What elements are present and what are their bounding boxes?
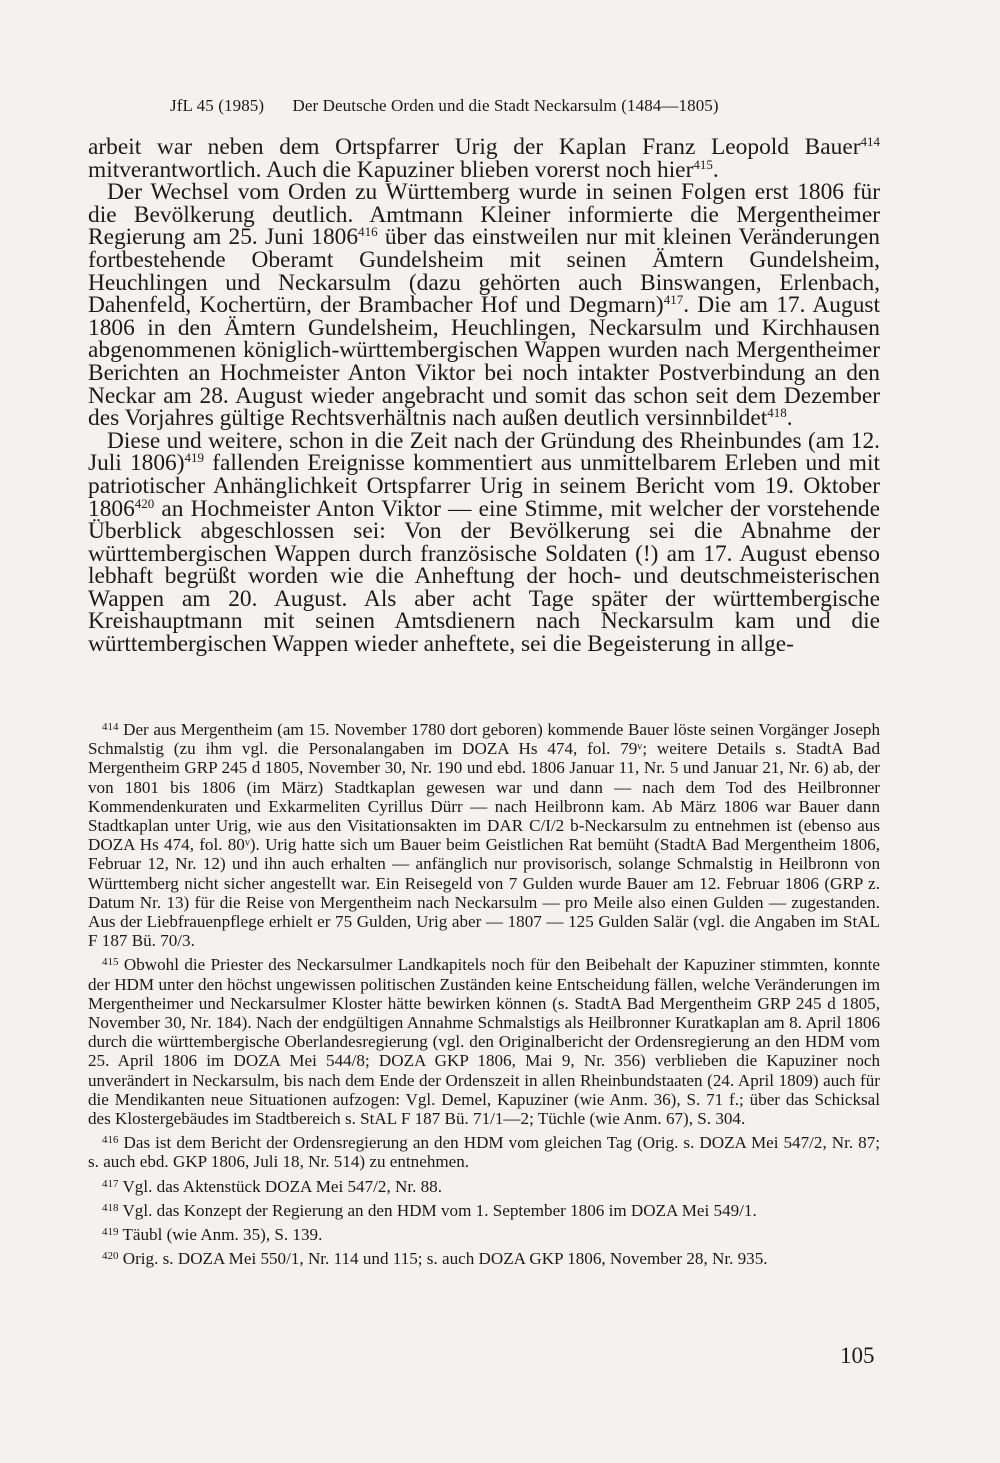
footnote <box>88 955 880 1128</box>
footnote-number: 414 <box>102 721 119 733</box>
text-run: . Die am 17. August 1806 in den Ämtern Gundelsheim, Heuchlingen, Neckarsulm und Kirchhausen abgenommenen königlich-württembergischen Wappen wurden nach Mergentheimer Berichten an Hochmeister Anton Viktor bei noch intakter Postverbindung an den Neckar am 28. August wieder angebracht und somit das schon seit dem Dezember des Vorjahres gültige Rechtsverhältnis nach außen deutlich versinnbildet <box>88 292 880 432</box>
text-run: über das einstweilen nur mit kleinen Veränderungen fortbestehende Oberamt Gundelsheim mit seinen Ämtern Gundelsheim, Heuchlingen und Neckarsulm (dazu gehörten auch Binswangen, Erlenbach, Dahenfeld, Kochertürn, der Brambacher Hof und Degmarn) <box>88 224 880 319</box>
body-paragraph <box>88 427 880 658</box>
footnote <box>88 1177 880 1196</box>
text-run: mitverantwortlich. Auch die Kapuziner blieben vorerst noch hier <box>88 156 694 183</box>
article-title: Der Deutsche Orden und die Stadt Neckarsulm (1484—1805) <box>292 96 719 115</box>
footnote-ref: 415 <box>693 156 713 172</box>
footnote-text: Vgl. das Aktenstück DOZA Mei 547/2, Nr. 88. <box>118 1176 443 1196</box>
text-run: Der Wechsel vom Orden zu Württemberg wurde in seinen Folgen erst 1806 für die Bevölkerung deutlich. Amtmann Kleiner informierte die Mergentheimer Regierung am 25. Juni 1806 <box>88 179 880 251</box>
text-run: . <box>712 156 719 183</box>
footnote-number: 420 <box>102 1250 119 1263</box>
journal-reference: JfL 45 (1985) <box>170 96 265 115</box>
footnote-ref: 416 <box>358 224 378 240</box>
body-text <box>88 136 880 656</box>
text-run: an Hochmeister Anton Viktor — eine Stimme, mit welcher der vorstehende Überblick abgeschlossen sei: Von der Bevölkerung sei die Abnahme der württembergischen Wappen durch französische Soldaten (!) am 17. August ebenso lebhaft begrüßt worden wie die Anheftung der hoch- und deutschmeisterischen Wappen am 20. August. Als aber acht Tage später der württembergische Kreishauptmann mit seinen Amtsdienern nach Neckarsulm kam und die württembergischen Wappen wieder anheftete, sei die Begeisterung in allge- <box>88 495 880 658</box>
footnote-number: 416 <box>102 1134 119 1147</box>
text-run: Diese und weitere, schon in die Zeit nach der Gründung des Rheinbundes (am 12. Juli 1806) <box>88 427 880 477</box>
footnote-ref: 418 <box>767 405 787 421</box>
footnote <box>88 1249 880 1268</box>
footnote-number: 419 <box>102 1226 119 1239</box>
footnote-ref: 417 <box>663 292 684 308</box>
footnote-text: Täubl (wie Anm. 35), S. 139. <box>118 1225 323 1245</box>
footnote-number: 417 <box>102 1177 119 1190</box>
footnote-text: Der aus Mergentheim (am 15. November 1780 dort geboren) kommende Bauer löste seinen Vorgänger Joseph Schmalstig (zu ihm vgl. die Personalangaben im DOZA Hs 474, fol. 79ᵛ; weitere Details s. StadtA Bad Mergentheim GRP 245 d 1805, November 30, Nr. 190 und ebd. 1806 Januar 11, Nr. 5 und Januar 21, Nr. 6) ab, der von 1801 bis 1806 (im März) Stadtkaplan gewesen war und dann — nach dem Tod des Heilbronner Kommendenkuraten und Exkarmeliten Cyrillus Dürr — nach Heilbronn kam. Ab März 1806 war Bauer dann Stadtkaplan unter Urig, wie aus den Visitationsakten im DAR C/I/2 b-Neckarsulm zu entnehmen ist (ebenso aus DOZA Hs 474, fol. 80ᵛ). Urig hatte sich um Bauer beim Geistlichen Rat bemüht (StadtA Bad Mergentheim 1806, Februar 12, Nr. 12) und ihn auch erhalten — anfänglich nur provisorisch, solange Schmalstig in Heilbronn von Württemberg nicht sicher angestellt war. Ein Reisegeld von 7 Gulden wurde Bauer am 12. Februar 1806 (GRP z. Datum Nr. 13) für die Reise von Mergentheim nach Neckarsulm — pro Meile also einen Gulden — zugestanden. Aus der Liebfrauenpflege erhielt er 75 Gulden, Urig aber — 1807 — 125 Gulden Salär (vgl. die Angaben im StAL F 187 Bü. 70/3. <box>88 720 880 951</box>
footnote-ref: 420 <box>134 495 155 511</box>
footnote-text: Obwohl die Priester des Neckarsulmer Landkapitels noch für den Beibehalt der Kapuziner stimmten, konnte der HDM unter den höchst ungewissen politischen Zuständen keine Entscheidung fällen, welche Veränderungen im Mergentheimer und Neckarsulmer Kloster hätte bewirken können (s. StadtA Bad Mergentheim GRP 245 d 1805, November 30, Nr. 184). Nach der endgültigen Annahme Schmalstigs als Heilbronner Kuratkaplan am 8. April 1806 durch die württembergische Oberlandesregierung (vgl. den Originalbericht der Ordensregierung an den HDM vom 25. April 1806 im DOZA Mei 544/8; DOZA GKP 1806, Mai 9, Nr. 356) verblieben die Kapuziner noch unverändert in Neckarsulm, bis nach dem Ende der Ordenszeit in allen Rheinbundstaaten (24. April 1809) auch für die Mendikanten neue Situationen aufzogen: Vgl. Demel, Kapuziner (wie Anm. 36), S. 71 f.; über das Schicksal des Klostergebäudes im Stadtbereich s. StAL F 187 Bü. 71/1—2; Tüchle (wie Anm. 67), S. 304. <box>88 955 880 1129</box>
text-run: . <box>786 405 793 432</box>
text-run: arbeit war neben dem Ortspfarrer Urig der Kaplan Franz Leopold Bauer <box>88 134 861 160</box>
footnote-ref: 419 <box>184 450 205 466</box>
footnote-text: Orig. s. DOZA Mei 550/1, Nr. 114 und 115; s. auch DOZA GKP 1806, November 28, Nr. 935. <box>118 1249 768 1269</box>
page-number: 105 <box>840 1343 875 1368</box>
footnote-text: Das ist dem Bericht der Ordensregierung an den HDM vom gleichen Tag (Orig. s. DOZA Mei 547/2, Nr. 87; s. auch ebd. GKP 1806, Juli 18, Nr. 514) zu entnehmen. <box>88 1133 880 1172</box>
running-header <box>170 96 719 116</box>
body-paragraph <box>88 181 880 430</box>
text-run: fallenden Ereignisse kommentiert aus unmittelbarem Erleben und mit patriotischer Anhänglichkeit Ortspfarrer Urig in seinem Bericht vom 19. Oktober 1806 <box>88 450 880 522</box>
footnote <box>88 1133 880 1171</box>
footnote-number: 418 <box>102 1201 119 1214</box>
body-paragraph <box>88 136 880 181</box>
footnote-ref: 414 <box>860 134 880 149</box>
footnote-number: 415 <box>102 956 119 969</box>
footnotes <box>88 720 880 1273</box>
footnote <box>88 1201 880 1220</box>
footnote <box>88 1225 880 1244</box>
footnote <box>88 720 880 950</box>
footnote-text: Vgl. das Konzept der Regierung an den HDM vom 1. September 1806 im DOZA Mei 549/1. <box>118 1200 757 1220</box>
